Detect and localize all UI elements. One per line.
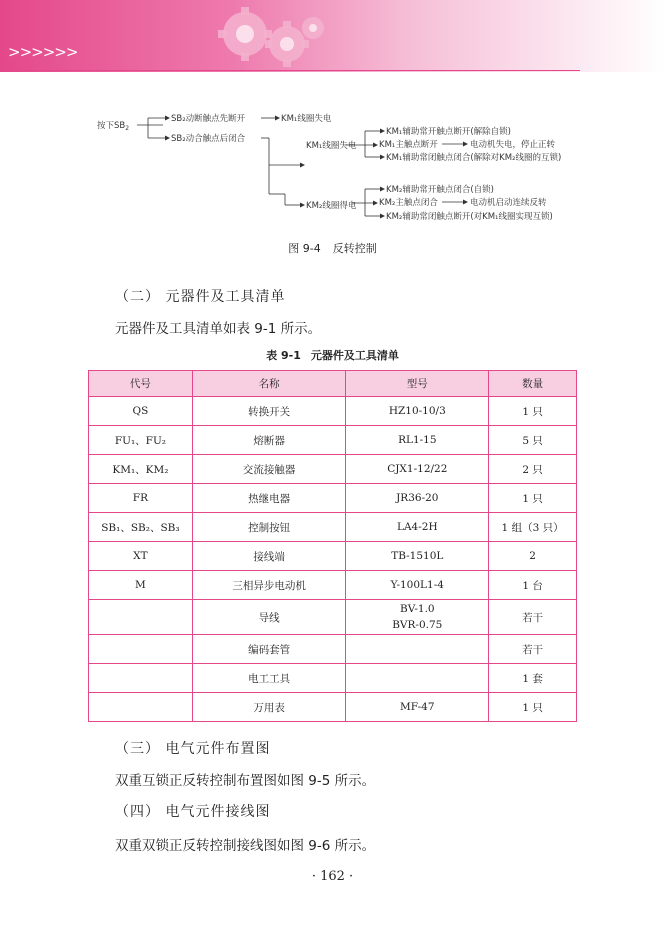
cell-name: 控制按钮 (192, 513, 346, 542)
cell-code (89, 635, 193, 664)
diagram-km1-aux-nc: KM₁辅助常闭触点闭合(解除对KM₂线圈的互锁) (386, 153, 562, 163)
cell-name: 三相异步电动机 (192, 571, 346, 600)
section2-heading: （二） 元器件及工具清单 (115, 289, 286, 305)
cell-qty: 1 组（3 只） (489, 513, 577, 542)
cell-code: QS (89, 397, 193, 426)
cell-model: HZ10-10/3 (346, 397, 489, 426)
header-rule (0, 70, 580, 71)
table-row (89, 600, 577, 635)
cell-model: MF-47 (346, 693, 489, 722)
cell-name: 热继电器 (192, 484, 346, 513)
cell-code: M (89, 571, 193, 600)
table-row (89, 484, 577, 513)
table-row (89, 635, 577, 664)
section4-heading: （四） 电气元件接线图 (115, 804, 271, 820)
cell-qty: 1 只 (489, 397, 577, 426)
cell-qty: 2 只 (489, 455, 577, 484)
cell-name: 编码套管 (192, 635, 346, 664)
cell-code (89, 664, 193, 693)
cell-model: Y-100L1-4 (346, 571, 489, 600)
diagram-km1-main: KM₁主触点断开 (379, 140, 438, 150)
cell-qty: 5 只 (489, 426, 577, 455)
cell-code: SB₁、SB₂、SB₃ (89, 513, 193, 542)
cell-code: FR (89, 484, 193, 513)
diagram-press-sb2: 按下$SB_2$ (97, 121, 130, 132)
cell-model: JR36-20 (346, 484, 489, 513)
table-row (89, 571, 577, 600)
table-caption (0, 347, 665, 363)
table-row (89, 426, 577, 455)
cell-name: 熔断器 (192, 426, 346, 455)
table-row (89, 664, 577, 693)
cell-model: TB-1510L (346, 542, 489, 571)
table-row (89, 542, 577, 571)
cell-qty: 1 只 (489, 693, 577, 722)
reverse-control-diagram (95, 105, 575, 233)
section2-text: 元器件及工具清单如表 9-1 所示。 (115, 321, 322, 337)
diagram-km2-main: KM₂主触点闭合 (379, 198, 438, 208)
section3-heading: （三） 电气元件布置图 (115, 741, 271, 757)
diagram-km2-aux-nc: KM₂辅助常闭触点断开(对KM₁线圈实现互锁) (386, 212, 553, 222)
cell-name: 导线 (192, 600, 346, 635)
cell-model (346, 600, 489, 635)
cell-qty: 1 套 (489, 664, 577, 693)
figure-number: 图 9-4 (288, 242, 321, 255)
table-title: 元器件及工具清单 (310, 349, 399, 362)
components-table (88, 370, 577, 722)
cell-model (346, 664, 489, 693)
section3-text: 双重互锁正反转控制布置图如图 9-5 所示。 (115, 773, 376, 789)
diagram-km2-main-result: 电动机启动连续反转 (470, 198, 547, 208)
figure-title: 反转控制 (332, 242, 377, 255)
diagram-km2-on: KM₂线圈得电 (306, 201, 357, 211)
table-row (89, 397, 577, 426)
column-header-code: 代号 (89, 371, 193, 397)
diagram-km1-off-branch: KM₁线圈失电 (306, 141, 357, 151)
cell-model-line2: BVR-0.75 (392, 619, 443, 631)
diagram-sb2-no: SB₂动合触点后闭合 (171, 134, 246, 144)
page-number: · 162 · (311, 869, 354, 884)
diagram-sb2-nc: SB₂动断触点先断开 (171, 114, 246, 124)
column-header-qty: 数量 (489, 371, 577, 397)
section4-text: 双重双锁正反转控制接线图如图 9-6 所示。 (115, 838, 376, 854)
cell-code: KM₁、KM₂ (89, 455, 193, 484)
cell-code: XT (89, 542, 193, 571)
cell-code: FU₁、FU₂ (89, 426, 193, 455)
diagram-km1-off: KM₁线圈失电 (281, 114, 332, 124)
column-header-name: 名称 (192, 371, 346, 397)
gears-decoration (205, 4, 335, 70)
diagram-km1-main-result: 电动机失电，停止正转 (470, 140, 556, 150)
figure-caption (0, 240, 665, 256)
cell-name: 交流接触器 (192, 455, 346, 484)
diagram-km1-aux-no: KM₁辅助常开触点断开(解除自锁) (386, 127, 511, 137)
cell-model-line1: BV-1.0 (400, 603, 435, 615)
column-header-model: 型号 (346, 371, 489, 397)
table-row (89, 455, 577, 484)
table-row (89, 693, 577, 722)
table-row (89, 513, 577, 542)
cell-qty: 2 (489, 542, 577, 571)
cell-model: CJX1-12/22 (346, 455, 489, 484)
cell-qty: 若干 (489, 635, 577, 664)
diagram-km2-aux-no: KM₂辅助常开触点闭合(自锁) (386, 185, 494, 195)
cell-name: 电工工具 (192, 664, 346, 693)
cell-name: 转换开关 (192, 397, 346, 426)
cell-code (89, 600, 193, 635)
cell-name: 接线端 (192, 542, 346, 571)
chevrons-decoration: >>>>>> (8, 43, 78, 61)
cell-model: RL1-15 (346, 426, 489, 455)
cell-qty: 1 台 (489, 571, 577, 600)
cell-model (346, 635, 489, 664)
cell-qty: 若干 (489, 600, 577, 635)
cell-model: LA4-2H (346, 513, 489, 542)
cell-qty: 1 只 (489, 484, 577, 513)
cell-code (89, 693, 193, 722)
table-number: 表 9-1 (266, 349, 301, 362)
cell-name: 万用表 (192, 693, 346, 722)
table-header-row (89, 371, 577, 397)
